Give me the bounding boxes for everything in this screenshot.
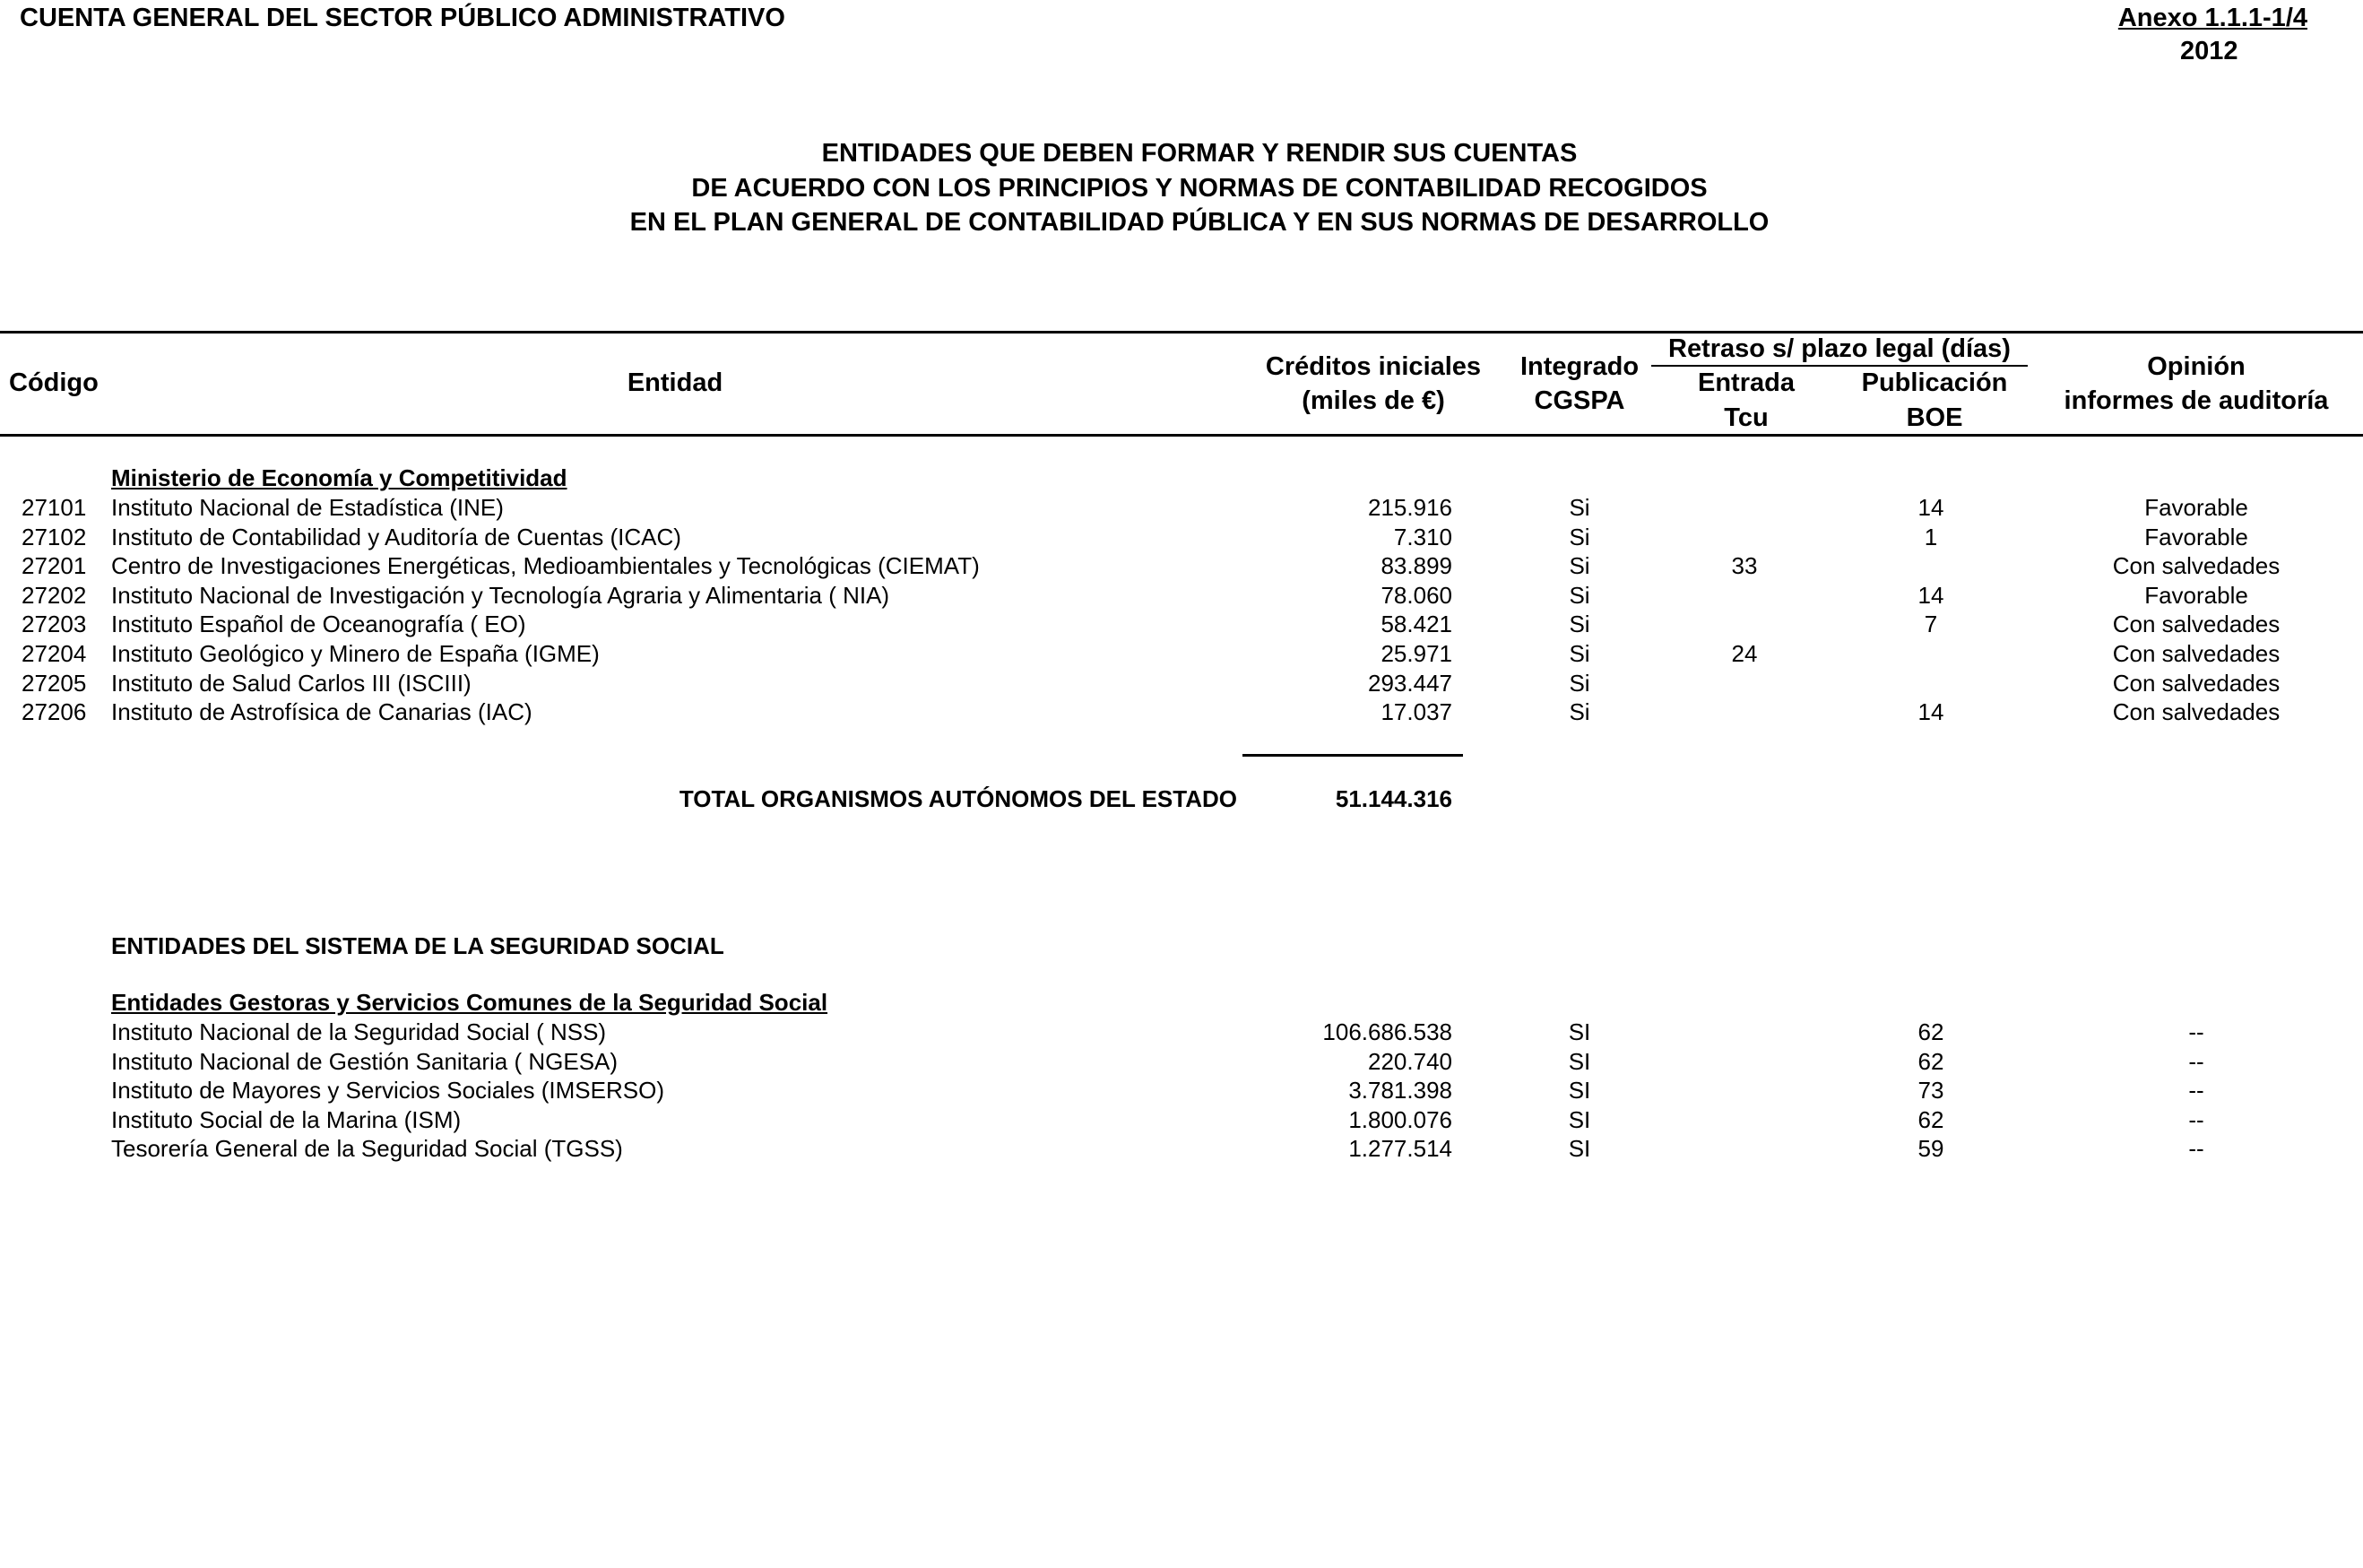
audit-opinion: Con salvedades xyxy=(2112,640,2281,667)
integrated-cgspa: Si xyxy=(1569,611,1590,638)
entity-code: 27202 xyxy=(22,581,87,609)
col-creditos-line1: Créditos iniciales xyxy=(1265,352,1482,381)
table-row xyxy=(0,669,2363,698)
delay-boe: 59 xyxy=(1917,1135,1944,1163)
audit-opinion: -- xyxy=(2188,1047,2204,1075)
integrated-cgspa: SI xyxy=(1568,1105,1591,1133)
integrated-cgspa: Si xyxy=(1569,494,1590,521)
audit-opinion: Con salvedades xyxy=(2112,552,2281,580)
integrated-cgspa: Si xyxy=(1569,640,1590,667)
entity-name: Centro de Investigaciones Energéticas, Medioambientales y Tecnológicas (CIEMAT) xyxy=(111,552,980,580)
table-row xyxy=(0,1047,2363,1077)
table-row xyxy=(0,697,2363,727)
integrated-cgspa: Si xyxy=(1569,523,1590,550)
integrated-cgspa: SI xyxy=(1568,1077,1591,1105)
section-heading-entidades-gestoras: Entidades Gestoras y Servicios Comunes de la Seguridad Social xyxy=(111,989,828,1016)
table-row xyxy=(0,493,2363,523)
integrated-cgspa: SI xyxy=(1568,1047,1591,1075)
table-row xyxy=(0,610,2363,639)
delay-tcu: 24 xyxy=(1731,640,1758,667)
col-publicacion-line1: Publicación xyxy=(1861,368,2008,397)
initial-credits: 106.686.538 xyxy=(1322,1018,1452,1045)
entity-name: Instituto de Salud Carlos III (ISCIII) xyxy=(111,669,472,697)
delay-boe: 62 xyxy=(1917,1105,1944,1133)
initial-credits: 220.740 xyxy=(1368,1047,1452,1075)
table-row xyxy=(0,523,2363,552)
entity-code: 27203 xyxy=(22,611,87,638)
col-integrado-line2: CGSPA xyxy=(1534,386,1625,415)
col-integrado-line1: Integrado xyxy=(1519,352,1640,381)
initial-credits: 3.781.398 xyxy=(1348,1077,1452,1105)
col-codigo: Código xyxy=(9,368,99,397)
entity-code: 27205 xyxy=(22,669,87,697)
initial-credits: 78.060 xyxy=(1381,581,1452,609)
table-row xyxy=(0,1105,2363,1135)
integrated-cgspa: SI xyxy=(1568,1018,1591,1045)
table-row xyxy=(0,1018,2363,1047)
initial-credits: 17.037 xyxy=(1381,698,1452,726)
audit-opinion: -- xyxy=(2188,1018,2204,1045)
col-creditos-line2: (miles de €) xyxy=(1302,386,1445,415)
audit-opinion: -- xyxy=(2188,1105,2204,1133)
initial-credits: 1.277.514 xyxy=(1348,1135,1452,1163)
entity-name: Instituto Nacional de Estadística (INE) xyxy=(111,494,504,521)
entity-name: Instituto Español de Oceanografía ( EO) xyxy=(111,611,526,638)
initial-credits: 83.899 xyxy=(1381,552,1452,580)
entity-name: Instituto de Mayores y Servicios Sociales (IMSERSO) xyxy=(111,1077,664,1105)
col-entrada-line2: Tcu xyxy=(1724,403,1769,432)
total-value: 51.144.316 xyxy=(1335,785,1452,812)
entity-name: Instituto Social de la Marina (ISM) xyxy=(111,1105,462,1133)
entity-code: 27102 xyxy=(22,523,87,550)
initial-credits: 7.310 xyxy=(1393,523,1452,550)
col-opinion-line2: informes de auditoría xyxy=(2064,386,2329,415)
col-entrada-line1: Entrada xyxy=(1698,368,1795,397)
delay-boe: 1 xyxy=(1924,523,1938,550)
document-header: CUENTA GENERAL DEL SECTOR PÚBLICO ADMINISTRATIVO xyxy=(20,4,785,32)
title-line-3: EN EL PLAN GENERAL DE CONTABILIDAD PÚBLICA Y EN SUS NORMAS DE DESARROLLO xyxy=(629,208,1770,237)
integrated-cgspa: Si xyxy=(1569,698,1590,726)
entity-name: Tesorería General de la Seguridad Social (TGSS) xyxy=(111,1135,623,1163)
delay-boe: 7 xyxy=(1924,611,1938,638)
title-line-1: ENTIDADES QUE DEBEN FORMAR Y RENDIR SUS CUENTAS xyxy=(821,139,1578,168)
entity-name: Instituto de Astrofísica de Canarias (IAC) xyxy=(111,698,532,726)
delay-boe: 62 xyxy=(1917,1018,1944,1045)
section-heading-ministerio: Ministerio de Economía y Competitividad xyxy=(111,464,567,491)
entity-name: Instituto de Contabilidad y Auditoría de Cuentas (ICAC) xyxy=(111,523,681,550)
audit-opinion: Favorable xyxy=(2144,494,2248,521)
total-rule xyxy=(1242,754,1463,757)
integrated-cgspa: Si xyxy=(1569,552,1590,580)
title-line-2: DE ACUERDO CON LOS PRINCIPIOS Y NORMAS DE CONTABILIDAD RECOGIDOS xyxy=(691,174,1708,203)
table-row xyxy=(0,581,2363,611)
audit-opinion: -- xyxy=(2188,1135,2204,1163)
audit-opinion: Con salvedades xyxy=(2112,611,2281,638)
integrated-cgspa: SI xyxy=(1568,1135,1591,1163)
audit-opinion: Favorable xyxy=(2144,523,2248,550)
delay-boe: 62 xyxy=(1917,1047,1944,1075)
entity-code: 27204 xyxy=(22,640,87,667)
audit-opinion: Con salvedades xyxy=(2112,669,2281,697)
table-row xyxy=(0,551,2363,581)
entity-name: Instituto Geológico y Minero de España (IGME) xyxy=(111,640,600,667)
entity-name: Instituto Nacional de Gestión Sanitaria ( NGESA) xyxy=(111,1047,619,1075)
col-retraso: Retraso s/ plazo legal (días) xyxy=(1668,334,2011,363)
delay-tcu: 33 xyxy=(1731,552,1758,580)
initial-credits: 293.447 xyxy=(1368,669,1452,697)
initial-credits: 215.916 xyxy=(1368,494,1452,521)
integrated-cgspa: Si xyxy=(1569,581,1590,609)
audit-opinion: Con salvedades xyxy=(2112,698,2281,726)
initial-credits: 1.800.076 xyxy=(1348,1105,1452,1133)
table-row xyxy=(0,1076,2363,1105)
entity-code: 27206 xyxy=(22,698,87,726)
entity-code: 27201 xyxy=(22,552,87,580)
initial-credits: 58.421 xyxy=(1381,611,1452,638)
entity-name: Instituto Nacional de Investigación y Tecnología Agraria y Alimentaria ( NIA) xyxy=(111,581,890,609)
delay-boe: 14 xyxy=(1917,494,1944,521)
col-opinion-line1: Opinión xyxy=(2147,352,2246,381)
col-publicacion-line2: BOE xyxy=(1906,403,1963,432)
integrated-cgspa: Si xyxy=(1569,669,1590,697)
entity-code: 27101 xyxy=(22,494,87,521)
table-row xyxy=(0,639,2363,669)
delay-boe: 14 xyxy=(1917,698,1944,726)
total-label: TOTAL ORGANISMOS AUTÓNOMOS DEL ESTADO xyxy=(679,785,1237,812)
audit-opinion: -- xyxy=(2188,1077,2204,1105)
table-row xyxy=(0,1134,2363,1164)
col-entidad: Entidad xyxy=(627,368,723,397)
delay-boe: 14 xyxy=(1917,581,1944,609)
audit-opinion: Favorable xyxy=(2144,581,2248,609)
section-title-seguridad-social: ENTIDADES DEL SISTEMA DE LA SEGURIDAD SOCIAL xyxy=(111,932,724,959)
report-year: 2012 xyxy=(2180,37,2238,65)
entity-name: Instituto Nacional de la Seguridad Social ( NSS) xyxy=(111,1018,607,1045)
delay-boe: 73 xyxy=(1917,1077,1944,1105)
annex-reference: Anexo 1.1.1-1/4 xyxy=(2117,4,2307,32)
initial-credits: 25.971 xyxy=(1381,640,1452,667)
